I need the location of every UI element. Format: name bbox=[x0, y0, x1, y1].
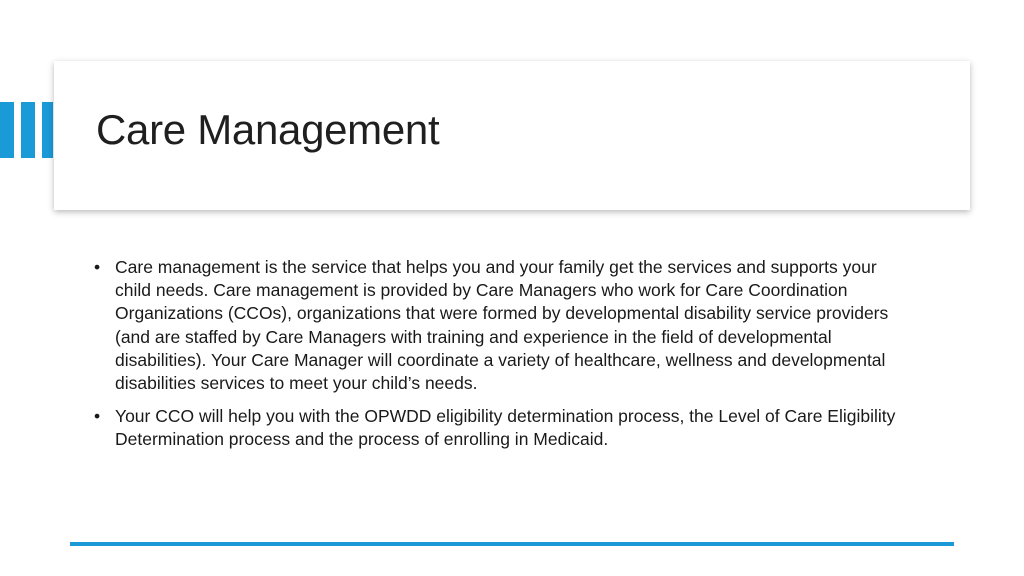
bullet-text-2: Your CCO will help you with the OPWDD eligibility determination process, the Level of Care Eligibility Determination process and the process of enrolling in Medicaid. bbox=[115, 406, 896, 450]
bullet-text-1: Care management is the service that helps you and your family get the services and supports your child needs. Care management is provided by Care Managers who work for Care Coordination Organizations (CCOs), organizations that were formed by developmental disability service providers (and are staffed by Care Managers with training and experience in the field of developmental disabilities). Your Care Manager will coordinate a variety of healthcare, wellness and developmental disabilities services to meet your child’s needs. bbox=[115, 257, 889, 394]
bullet-list bbox=[94, 256, 906, 462]
bullet-item-2 bbox=[94, 405, 906, 451]
bullet-dot-icon: • bbox=[94, 406, 101, 427]
accent-stripe-1 bbox=[0, 102, 14, 158]
bottom-divider bbox=[70, 542, 954, 546]
accent-stripe-3 bbox=[42, 102, 53, 158]
bullet-dot-icon: • bbox=[94, 257, 101, 277]
bullet-item-1 bbox=[94, 256, 906, 395]
title-card bbox=[54, 61, 970, 210]
slide-title: Care Management bbox=[96, 106, 440, 153]
accent-stripe-2 bbox=[21, 102, 35, 158]
